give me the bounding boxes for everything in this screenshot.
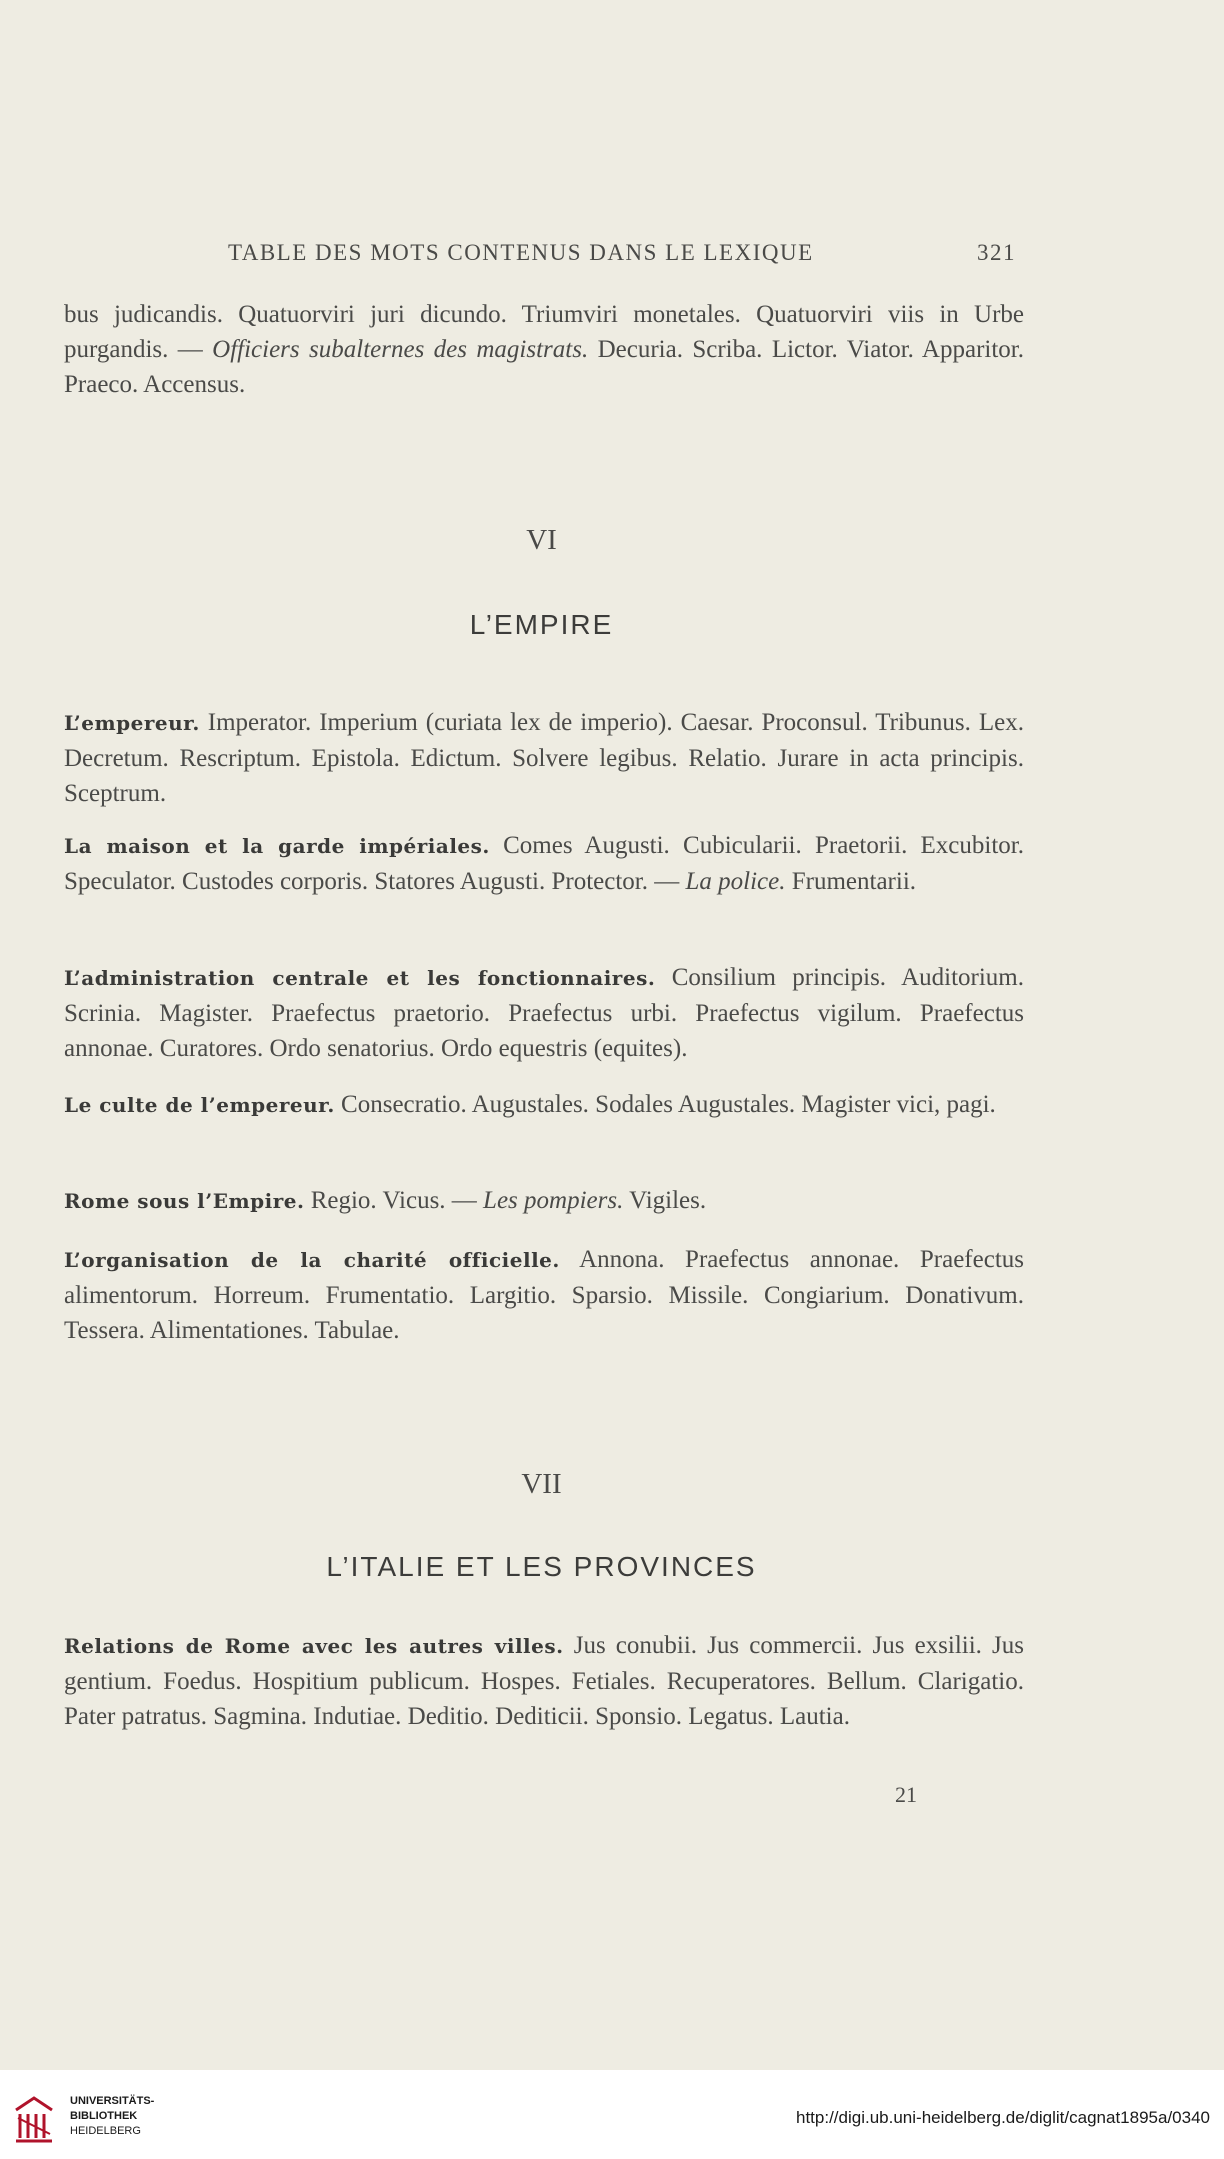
- entry-charite: [64, 1242, 1024, 1348]
- entry-text-end: Frumentarii.: [785, 868, 917, 895]
- entry-relations: [64, 1628, 1024, 1734]
- page-number: 321: [977, 240, 1016, 265]
- entry-rome: [64, 1183, 1024, 1219]
- entry-heading: L’administration centrale et les fonctionnaires.: [64, 966, 656, 990]
- entry-heading: L’empereur.: [64, 711, 200, 735]
- entry-text: Jus conubii. Jus commercii. Jus exsilii. Jus gentium. Foedus. Hospitium publicum. Hospes. Fetiales. Recuperatores. Bellum. Clarigatio. Pater patratus. Sagmina. Indutiae. Deditio. Dediticii. Sponsio. Legatus. Lautia.: [64, 1632, 1025, 1730]
- intro-text: bus judicandis. Quatuorviri juri dicundo. Triumviri monetales. Quatuorviri viis in Urbe purgandis. —: [64, 301, 1024, 363]
- library-logo-icon: [12, 2094, 58, 2144]
- entry-text: Consecratio. Augustales. Sodales Augustales. Magister vici, pagi.: [334, 1091, 996, 1118]
- entry-text: Imperator. Imperium (curiata lex de imperio). Caesar. Proconsul. Tribunus. Lex. Decretum. Rescriptum. Epistola. Edictum. Solvere legibus. Relatio. Jurare in acta principis. Sceptrum.: [64, 709, 1024, 807]
- section-number-6: VI: [526, 524, 557, 556]
- entry-text: Comes Augusti. Cubicularii. Praetorii. Excubitor. Speculator. Custodes corporis. Statores Augusti. Protector. —: [64, 832, 1024, 895]
- intro-italic: Officiers subalternes des magistrats.: [212, 336, 589, 363]
- entry-heading: La maison et la garde impériales.: [64, 834, 490, 858]
- entry-administration: [64, 960, 1024, 1066]
- library-name-line1: UNIVERSITÄTS-: [70, 2095, 155, 2107]
- entry-heading: L’organisation de la charité officielle.: [64, 1248, 560, 1272]
- entry-text: Annona. Praefectus annonae. Praefectus alimentorum. Horreum. Frumentatio. Largitio. Sparsio. Missile. Congiarium. Donativum. Tessera. Alimentationes. Tabulae.: [64, 1246, 1024, 1344]
- intro-text-end: Decuria. Scriba. Lictor. Viator. Apparitor. Praeco. Accensus.: [64, 336, 1024, 398]
- library-name: [70, 2094, 154, 2139]
- section-title-7: L’ITALIE ET LES PROVINCES: [326, 1551, 757, 1582]
- library-name-line2: BIBLIOTHEK: [70, 2110, 138, 2122]
- library-name-line3: HEIDELBERG: [70, 2125, 141, 2137]
- source-url-link[interactable]: http://digi.ub.uni-heidelberg.de/diglit/cagnat1895a/0340: [796, 2108, 1210, 2127]
- running-header-title: TABLE DES MOTS CONTENUS DANS LE LEXIQUE: [228, 240, 814, 265]
- entry-text-end: Vigiles.: [623, 1187, 707, 1214]
- entry-heading: Rome sous l’Empire.: [64, 1189, 305, 1213]
- entry-text: Consilium principis. Auditorium. Scrinia. Magister. Praefectus praetorio. Praefectus urbi. Praefectus vigilum. Praefectus annonae. Curatores. Ordo senatorius. Ordo equestris (equites).: [64, 964, 1024, 1062]
- entry-italic: Les pompiers.: [483, 1187, 624, 1214]
- entry-italic: La police.: [685, 868, 786, 895]
- entry-heading: Relations de Rome avec les autres villes.: [64, 1634, 564, 1658]
- section-title-6: L’EMPIRE: [469, 609, 614, 640]
- entry-empereur: [64, 705, 1024, 811]
- section-number-7: VII: [521, 1468, 562, 1500]
- intro-paragraph: [64, 297, 1024, 402]
- signature-mark: 21: [895, 1782, 917, 1807]
- entry-maison: [64, 828, 1024, 899]
- entry-text: Regio. Vicus. —: [304, 1187, 484, 1214]
- entry-culte: [64, 1087, 1024, 1123]
- entry-heading: Le culte de l’empereur.: [64, 1093, 335, 1117]
